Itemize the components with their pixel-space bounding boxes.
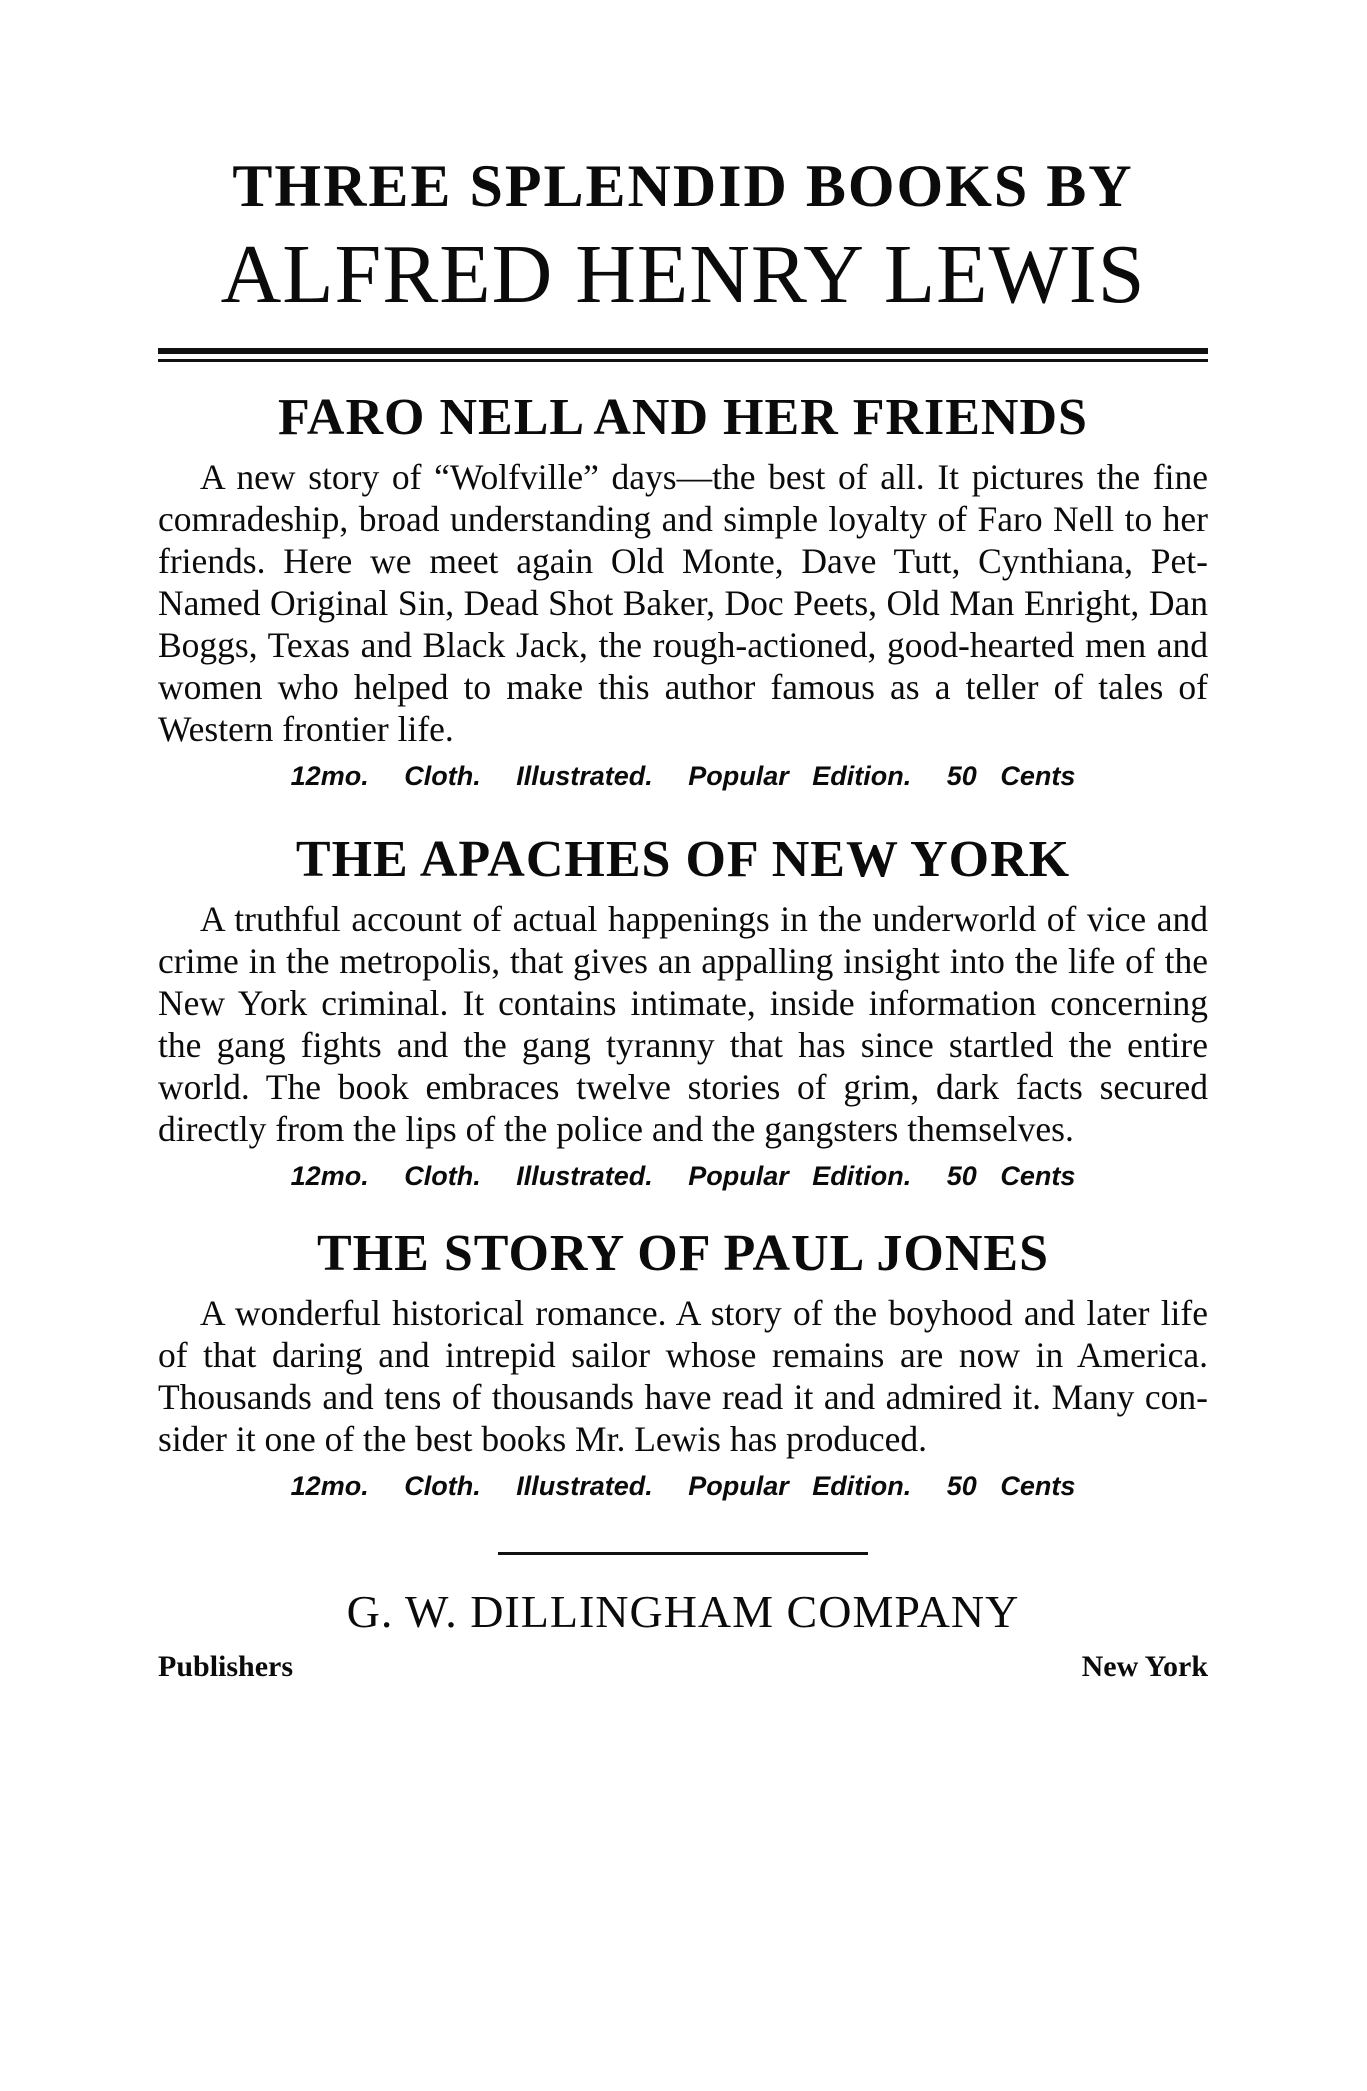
book-price: 50 Cents	[946, 1471, 1076, 1501]
book-description: A new story of “Wolfville” days—the best of all. It pictures the fine comradeship, broad understanding and simple loyalty of Faro Nell to her friends. Here we meet again Old Monte, Dave Tutt, Cynthiana, Pet-Named Original Sin, Dead Shot Baker, Doc Peets, Old Man Enright, Dan Boggs, Texas and Black Jack, the rough-actioned, good-hearted men and women who helped to make this author famous as a teller of tales of Western frontier life.	[158, 457, 1208, 749]
book-edition: Popular Edition.	[688, 761, 912, 791]
book-illustrated: Illustrated.	[516, 1161, 653, 1191]
book-description: A wonderful historical romance. A story of the boyhood and later life of that daring and intrepid sailor whose remains are now in America. Thousands and tens of thousands have read it and admired it. Many consider it one of the best books Mr. Lewis has produced.	[158, 1293, 1208, 1459]
book-binding: Cloth.	[404, 1161, 481, 1191]
header-line-1: THREE SPLENDID BOOKS BY	[232, 153, 1134, 219]
book-binding: Cloth.	[404, 761, 481, 791]
book-title: FARO NELL AND HER FRIENDS	[278, 389, 1088, 446]
book-binding: Cloth.	[404, 1471, 481, 1501]
book-entry-apaches	[158, 830, 1208, 1196]
book-description: A truthful account of actual happenings in the underworld of vice and crime in the metropolis, that gives an appalling insight into the life of the New York criminal. It contains intimate, inside information concerning the gang fights and the gang tyranny that has since startled the entire world. The book embraces twelve stories of grim, dark facts secured directly from the lips of the police and the gangsters themselves.	[158, 899, 1208, 1149]
publisher-name: G. W. DILLINGHAM COMPANY	[346, 1586, 1020, 1637]
author-name: ALFRED HENRY LEWIS	[220, 228, 1146, 321]
book-format: 12mo.	[290, 1161, 369, 1191]
book-title: THE APACHES OF NEW YORK	[295, 831, 1071, 888]
book-format: 12mo.	[290, 761, 369, 791]
book-illustrated: Illustrated.	[516, 1471, 653, 1501]
publisher-role: Publishers	[158, 1650, 294, 1683]
book-price: 50 Cents	[946, 761, 1076, 791]
book-title: THE STORY OF PAUL JONES	[317, 1225, 1049, 1282]
publisher-city: New York	[1081, 1650, 1208, 1683]
book-meta	[158, 756, 1208, 796]
book-illustrated: Illustrated.	[516, 761, 653, 791]
short-rule-divider	[498, 1552, 868, 1555]
book-edition: Popular Edition.	[688, 1161, 912, 1191]
publisher-row	[158, 1647, 1208, 1687]
advertisement-page	[158, 150, 1208, 1687]
book-edition: Popular Edition.	[688, 1471, 912, 1501]
double-rule-divider	[158, 348, 1208, 362]
book-price: 50 Cents	[946, 1161, 1076, 1191]
book-meta	[158, 1466, 1208, 1506]
book-entry-paul-jones	[158, 1224, 1208, 1506]
book-meta	[158, 1156, 1208, 1196]
book-format: 12mo.	[290, 1471, 369, 1501]
book-entry-faro-nell	[158, 388, 1208, 796]
